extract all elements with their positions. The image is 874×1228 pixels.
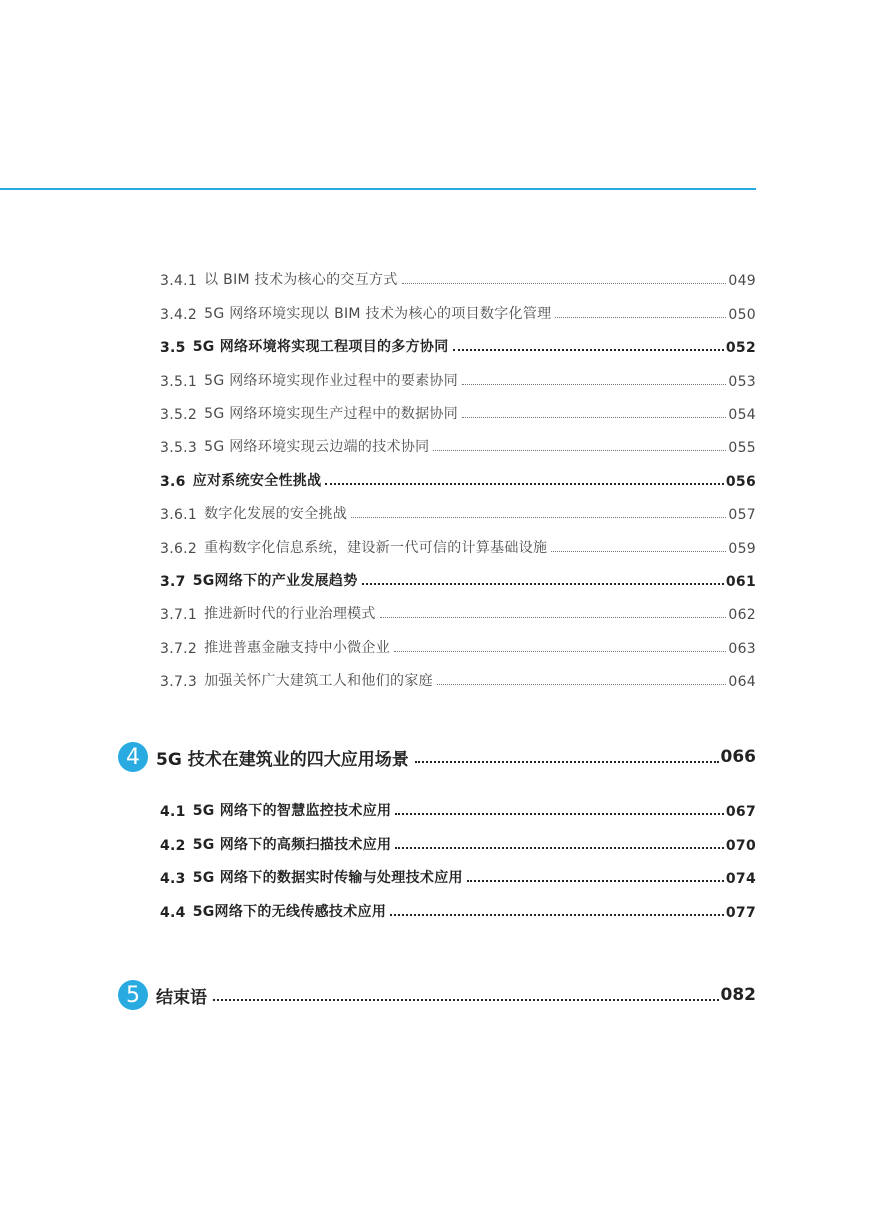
entry-title: 5G 网络环境实现生产过程中的数据协同 [204, 405, 459, 422]
header-rule [0, 188, 756, 190]
entry-page: 062 [728, 607, 756, 624]
toc-entry[interactable] [160, 820, 756, 853]
leader-dots [453, 349, 724, 351]
entry-page: 067 [725, 804, 756, 821]
entry-page: 057 [728, 507, 756, 524]
leader-dots [213, 999, 719, 1001]
toc-entry[interactable] [160, 623, 756, 656]
entry-page: 063 [728, 640, 756, 657]
entry-title: 5G网络下的无线传感技术应用 [192, 903, 387, 920]
leader-dots [362, 583, 724, 585]
toc-entry[interactable] [160, 490, 756, 523]
entry-title: 5G 网络环境将实现工程项目的多方协同 [192, 339, 449, 356]
leader-dots [395, 813, 724, 815]
entry-number: 3.5.1 [160, 373, 198, 390]
chapter-number-badge: 4 [118, 742, 148, 772]
toc-section-3 [160, 256, 756, 690]
toc-entry[interactable] [160, 390, 756, 423]
toc-chapter-5[interactable] [118, 980, 756, 1010]
entry-title: 5G 网络环境实现作业过程中的要素协同 [204, 372, 459, 389]
entry-page: 050 [728, 306, 756, 323]
toc-entry[interactable] [160, 887, 756, 920]
chapter-page: 066 [720, 747, 756, 767]
entry-number: 4.1 [160, 804, 186, 821]
entry-page: 074 [725, 871, 756, 888]
entry-page: 059 [728, 540, 756, 557]
entry-number: 3.5.3 [160, 440, 198, 457]
entry-page: 055 [728, 440, 756, 457]
toc-entry[interactable] [160, 356, 756, 389]
toc-entry[interactable] [160, 456, 756, 489]
leader-dots [551, 551, 726, 552]
entry-page: 064 [728, 674, 756, 691]
entry-page: 056 [725, 473, 756, 490]
entry-page: 077 [725, 904, 756, 921]
toc-entry[interactable] [160, 289, 756, 322]
entry-title: 加强关怀广大建筑工人和他们的家庭 [204, 673, 433, 690]
entry-title: 推进新时代的行业治理模式 [204, 606, 376, 623]
entry-title: 5G 网络下的高频扫描技术应用 [192, 836, 392, 853]
entry-number: 3.5.2 [160, 406, 198, 423]
toc-entry[interactable] [160, 423, 756, 456]
entry-title: 5G网络下的产业发展趋势 [192, 572, 358, 589]
entry-number: 3.6 [160, 473, 186, 490]
entry-number: 3.7.3 [160, 674, 198, 691]
leader-dots [351, 517, 726, 518]
toc-entry[interactable] [160, 854, 756, 887]
entry-title: 重构数字化信息系统，建设新一代可信的计算基础设施 [204, 539, 548, 556]
leader-dots [555, 317, 726, 318]
leader-dots [467, 880, 724, 882]
entry-number: 3.4.1 [160, 273, 198, 290]
entry-title: 5G 网络下的数据实时传输与处理技术应用 [192, 870, 463, 887]
entry-number: 3.6.1 [160, 507, 198, 524]
leader-dots [395, 847, 724, 849]
toc-entry[interactable] [160, 323, 756, 356]
chapter-number-badge: 5 [118, 980, 148, 1010]
entry-title: 5G 网络环境实现云边端的技术协同 [204, 439, 430, 456]
entry-number: 4.3 [160, 871, 186, 888]
entry-page: 052 [725, 340, 756, 357]
entry-title: 5G 网络下的智慧监控技术应用 [192, 803, 392, 820]
entry-page: 053 [728, 373, 756, 390]
entry-page: 061 [725, 573, 756, 590]
entry-number: 3.5 [160, 340, 186, 357]
toc-entry[interactable] [160, 590, 756, 623]
entry-page: 049 [728, 273, 756, 290]
entry-number: 4.4 [160, 904, 186, 921]
toc-entry[interactable] [160, 787, 756, 820]
leader-dots [380, 617, 727, 618]
leader-dots [390, 914, 724, 916]
entry-title: 推进普惠金融支持中小微企业 [204, 639, 391, 656]
chapter-title: 结束语 [156, 987, 207, 1008]
leader-dots [462, 384, 726, 385]
toc-entry[interactable] [160, 557, 756, 590]
toc-entry[interactable] [160, 523, 756, 556]
entry-number: 3.6.2 [160, 540, 198, 557]
entry-number: 3.4.2 [160, 306, 198, 323]
entry-title: 应对系统安全性挑战 [192, 472, 322, 489]
leader-dots [394, 651, 726, 652]
leader-dots [437, 684, 726, 685]
leader-dots [433, 450, 726, 451]
entry-number: 4.2 [160, 837, 186, 854]
entry-title: 5G 网络环境实现以 BIM 技术为核心的项目数字化管理 [204, 305, 552, 322]
leader-dots [325, 483, 723, 485]
chapter-page: 082 [720, 985, 756, 1005]
leader-dots [415, 761, 719, 763]
toc-entry[interactable] [160, 657, 756, 690]
entry-title: 以 BIM 技术为核心的交互方式 [204, 272, 398, 289]
entry-number: 3.7.2 [160, 640, 198, 657]
leader-dots [462, 417, 726, 418]
entry-number: 3.7 [160, 573, 186, 590]
entry-number: 3.7.1 [160, 607, 198, 624]
entry-page: 070 [725, 837, 756, 854]
chapter-title: 5G 技术在建筑业的四大应用场景 [156, 749, 409, 770]
entry-title: 数字化发展的安全挑战 [204, 506, 348, 523]
leader-dots [402, 283, 727, 284]
toc-entry[interactable] [160, 256, 756, 289]
toc-chapter-4-items [160, 787, 756, 921]
toc-chapter-4[interactable] [118, 742, 756, 772]
entry-page: 054 [728, 406, 756, 423]
